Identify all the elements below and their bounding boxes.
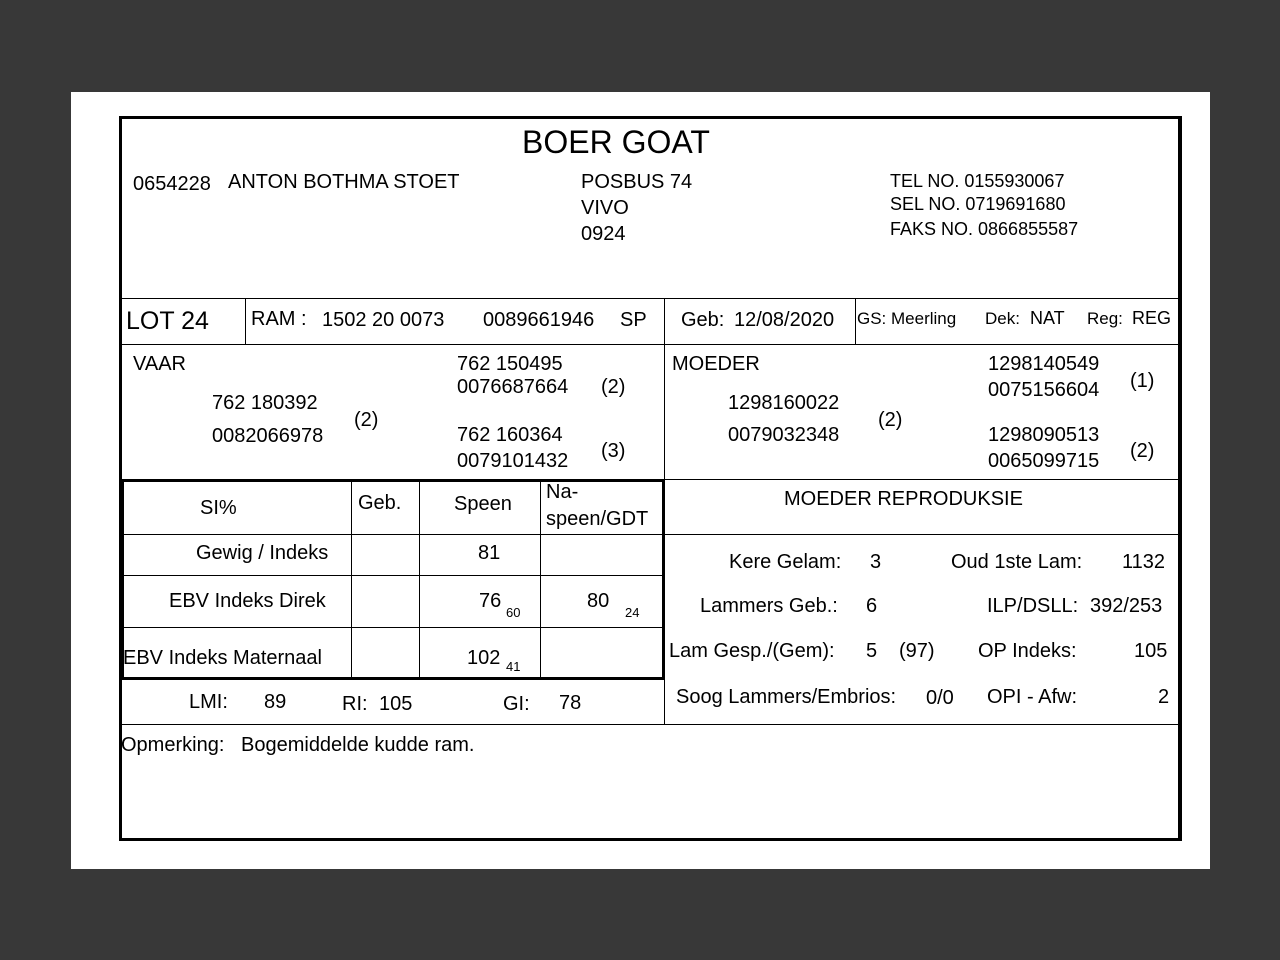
direk-speen: 76	[479, 590, 502, 612]
address-line: VIVO	[581, 197, 629, 219]
ilp-value: 392/253	[1090, 595, 1163, 617]
vaar-dam-id: 0079101432	[457, 450, 569, 472]
faks-number: FAKS NO. 0866855587	[890, 219, 1079, 239]
vaar-dam-count: (3)	[601, 440, 626, 462]
divider	[664, 479, 1179, 480]
vaar-id: 0082066978	[212, 425, 324, 447]
si-header: SI%	[200, 497, 237, 519]
lmi-label: LMI:	[189, 691, 228, 713]
divider	[121, 534, 1179, 535]
soog-value: 0/0	[926, 687, 954, 709]
divider	[121, 627, 664, 628]
op-label: OP Indeks:	[978, 640, 1077, 662]
divider	[121, 298, 1179, 299]
moeder-dam-number: 1298090513	[988, 424, 1100, 446]
divider	[121, 724, 1179, 725]
page-title: BOER GOAT	[522, 124, 710, 160]
address-line: POSBUS 74	[581, 171, 693, 193]
address-line: 0924	[581, 223, 626, 245]
direk-naspeen: 80	[587, 590, 610, 612]
breeder-code: 0654228	[133, 173, 211, 195]
kere-label: Kere Gelam:	[729, 551, 842, 573]
reproduksie-title: MOEDER REPRODUKSIE	[784, 488, 1023, 510]
geb-header: Geb.	[358, 492, 402, 514]
vaar-count: (2)	[354, 409, 379, 431]
moeder-sire-count: (1)	[1130, 370, 1155, 392]
op-value: 105	[1134, 640, 1168, 662]
soog-label: Soog Lammers/Embrios:	[676, 686, 897, 708]
divider	[121, 479, 664, 482]
direk-naspeen-sub: 24	[625, 605, 640, 620]
lmi-value: 89	[264, 691, 287, 713]
vaar-sire-count: (2)	[601, 376, 626, 398]
geb-date: 12/08/2020	[734, 309, 835, 331]
gesp-label: Lam Gesp./(Gem):	[669, 640, 835, 662]
divider	[540, 479, 541, 677]
divider	[662, 479, 665, 679]
oud-label: Oud 1ste Lam:	[951, 551, 1083, 573]
divider	[855, 298, 856, 344]
opmerking-label: Opmerking:	[121, 734, 225, 756]
opmerking-text: Bogemiddelde kudde ram.	[241, 734, 475, 756]
moeder-sire-number: 1298140549	[988, 353, 1100, 375]
divider	[121, 575, 664, 576]
geb-label: Geb:	[681, 309, 725, 331]
opi-label: OPI - Afw:	[987, 686, 1078, 708]
ilp-label: ILP/DSLL:	[987, 595, 1079, 617]
ram-id: 0089661946	[483, 309, 595, 331]
moeder-sire-id: 0075156604	[988, 379, 1100, 401]
gesp-value: 5	[866, 640, 878, 662]
speen-header: Speen	[454, 493, 512, 515]
moeder-dam-id: 0065099715	[988, 450, 1100, 472]
gs-value: GS: Meerling	[857, 309, 957, 328]
gewig-speen: 81	[478, 542, 501, 564]
lammers-label: Lammers Geb.:	[700, 595, 838, 617]
ri-label: RI:	[342, 693, 368, 715]
maternaal-speen-sub: 41	[506, 659, 521, 674]
naspeen-header: speen/GDT	[546, 508, 649, 530]
oud-value: 1132	[1122, 551, 1166, 573]
vaar-label: VAAR	[133, 353, 186, 375]
ri-value: 105	[379, 693, 413, 715]
maternaal-label: EBV Indeks Maternaal	[123, 647, 322, 669]
moeder-number: 1298160022	[728, 392, 840, 414]
gem-value: (97)	[899, 640, 935, 662]
maternaal-speen: 102	[467, 647, 501, 669]
divider	[121, 677, 664, 680]
naspeen-header: Na-	[546, 481, 579, 503]
divider	[351, 479, 352, 677]
direk-speen-sub: 60	[506, 605, 521, 620]
breeder-name: ANTON BOTHMA STOET	[228, 171, 460, 193]
lot-number: LOT 24	[126, 307, 209, 335]
vaar-number: 762 180392	[212, 392, 318, 414]
gewig-label: Gewig / Indeks	[196, 542, 329, 564]
vaar-dam-number: 762 160364	[457, 424, 563, 446]
reg-label: Reg:	[1087, 309, 1123, 328]
divider	[245, 298, 246, 344]
dek-value: NAT	[1030, 308, 1065, 328]
vaar-sire-id: 0076687664	[457, 376, 569, 398]
kere-value: 3	[870, 551, 882, 573]
reg-value: REG	[1132, 308, 1172, 328]
dek-label: Dek:	[985, 309, 1020, 328]
ram-suffix: SP	[620, 309, 647, 331]
gi-value: 78	[559, 692, 582, 714]
direk-label: EBV Indeks Direk	[169, 590, 326, 612]
tel-number: TEL NO. 0155930067	[890, 171, 1065, 191]
divider	[121, 344, 1179, 345]
ram-label: RAM :	[251, 308, 307, 330]
gi-label: GI:	[503, 693, 530, 715]
moeder-dam-count: (2)	[1130, 440, 1155, 462]
moeder-count: (2)	[878, 409, 903, 431]
divider	[419, 479, 420, 677]
opi-value: 2	[1158, 686, 1170, 708]
sel-number: SEL NO. 0719691680	[890, 194, 1066, 214]
lammers-value: 6	[866, 595, 878, 617]
vaar-sire-number: 762 150495	[457, 353, 563, 375]
moeder-label: MOEDER	[672, 353, 760, 375]
moeder-id: 0079032348	[728, 424, 840, 446]
ram-number: 1502 20 0073	[322, 309, 445, 331]
